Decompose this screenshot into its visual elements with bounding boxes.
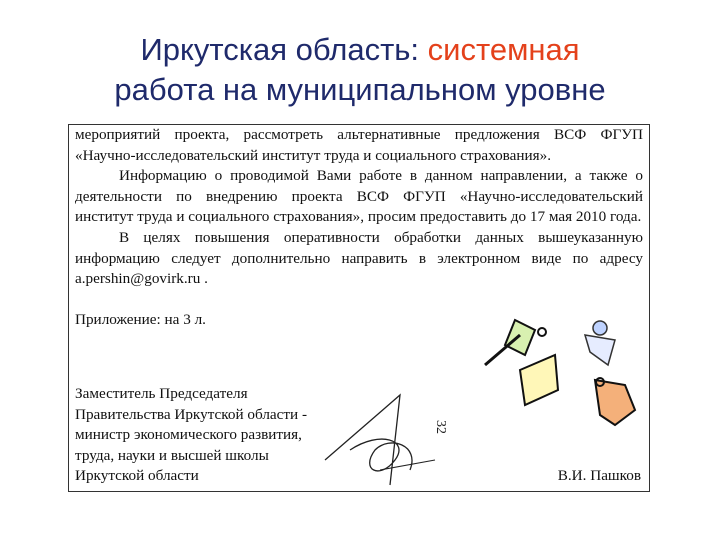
letter-paragraph-3: В целях повышения оперативности обработки данных вышеуказанную информацию следует дополнительно направить в электронном виде по адресу a.pershin@govirk.ru . (75, 228, 643, 288)
signatory-line: труда, науки и высшей школы (75, 446, 269, 464)
title-accent-word: системная (427, 32, 580, 67)
signatory-block (75, 384, 307, 487)
signatory-name: В.И. Пашков (557, 467, 641, 485)
slide-title (0, 30, 720, 110)
signatory-line: Иркутской области (75, 467, 199, 485)
page-number: 32 (433, 420, 448, 434)
title-line-2: работа на муниципальном уровне (114, 72, 606, 107)
title-part-1: Иркутская область: (140, 32, 428, 67)
handwritten-signature (320, 390, 450, 490)
letter-paragraph-2: Информацию о проводимой Вами работе в данном направлении, а также о деятельности по внедрению проекта ВСФ ФГУП «Научно-исследовательский институт труда и социального страхования», просим предоставить до 17 мая 2010 года. (75, 167, 643, 226)
letter-paragraph-1: мероприятий проекта, рассмотреть альтернативные предложения ВСФ ФГУП «Научно-исследовательский институт труда и социального страхования». (75, 126, 643, 164)
decorative-clipart (480, 310, 640, 435)
title-line-1 (0, 30, 720, 70)
signatory-line: Заместитель Председателя (75, 385, 248, 403)
signatory-line: Правительства Иркутской области - (75, 405, 308, 423)
signatory-line: министр экономического развития, (75, 426, 302, 444)
attachment-note: Приложение: на 3 л. (75, 310, 206, 328)
